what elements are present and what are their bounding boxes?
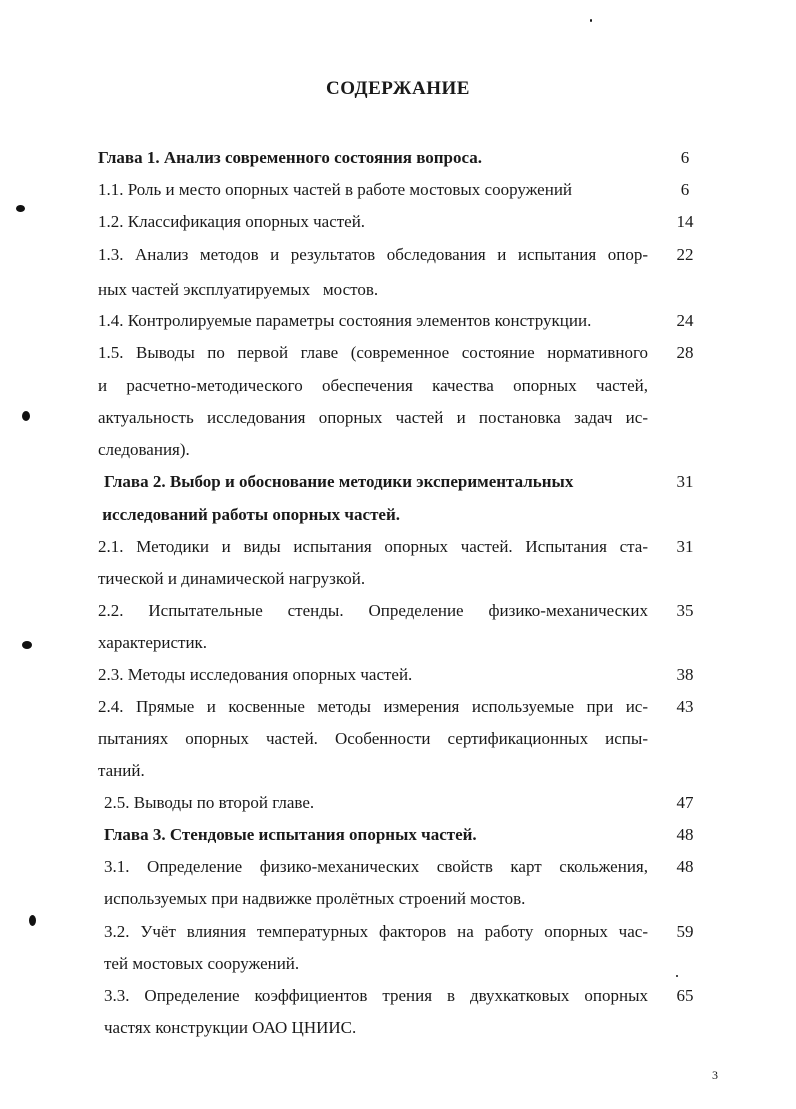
toc-section-1-5-cont: и расчетно-методического обеспечения качества опорных частей, [98, 376, 648, 395]
toc-page-number: 14 [676, 212, 694, 231]
toc-page-number: 6 [680, 180, 690, 199]
toc-section-1-1: 1.1. Роль и место опорных частей в работе мостовых сооружений [98, 180, 573, 199]
page-number: 3 [712, 1068, 718, 1082]
toc-page-number: 28 [676, 343, 694, 362]
toc-section-1-5-cont: актуальность исследования опорных частей и постановка задач ис- [98, 408, 648, 427]
toc-page-number: 24 [676, 311, 694, 330]
scan-speck [16, 205, 25, 212]
toc-page-number: 31 [676, 537, 694, 556]
toc-page-number: 48 [676, 825, 694, 844]
toc-section-1-2: 1.2. Классификация опорных частей. [98, 212, 366, 231]
toc-section-1-3-cont: ных частей эксплуатируемых мостов. [98, 280, 379, 299]
toc-section-2-2: 2.2. Испытательные стенды. Определение физико-механических [98, 601, 648, 620]
toc-section-1-5: 1.5. Выводы по первой главе (современное состояние нормативного [98, 343, 648, 362]
toc-section-1-5-cont: следования). [98, 440, 190, 459]
toc-section-2-3: 2.3. Методы исследования опорных частей. [98, 665, 413, 684]
toc-page-number: 38 [676, 665, 694, 684]
toc-section-2-4-cont: пытаниях опорных частей. Особенности сертификационных испы- [98, 729, 648, 748]
toc-page-number: 22 [676, 245, 694, 264]
scan-speck [29, 915, 36, 926]
toc-page-number: 48 [676, 857, 694, 876]
scan-speck [590, 19, 592, 22]
page-title: СОДЕРЖАНИЕ [326, 78, 470, 99]
toc-page-number: 47 [676, 793, 694, 812]
toc-section-2-1-cont: тической и динамической нагрузкой. [98, 569, 366, 588]
toc-section-3-1-cont: используемых при надвижке пролётных строений мостов. [104, 889, 526, 908]
toc-page-number: 65 [676, 986, 694, 1005]
toc-page-number: 43 [676, 697, 694, 716]
toc-section-2-1: 2.1. Методики и виды испытания опорных частей. Испытания ста- [98, 537, 648, 556]
scan-speck [676, 975, 678, 977]
toc-chapter-1-title: Глава 1. Анализ современного состояния вопроса. [98, 148, 483, 167]
toc-chapter-3-title: Глава 3. Стендовые испытания опорных частей. [104, 825, 477, 844]
scan-speck [22, 641, 32, 649]
toc-page-number: 35 [676, 601, 694, 620]
toc-section-3-2-cont: тей мостовых сооружений. [104, 954, 300, 973]
toc-section-3-3-cont: частях конструкции ОАО ЦНИИС. [104, 1018, 357, 1037]
toc-page-number: 59 [676, 922, 694, 941]
toc-section-2-5: 2.5. Выводы по второй главе. [104, 793, 315, 812]
toc-section-1-3: 1.3. Анализ методов и результатов обследования и испытания опор- [98, 245, 648, 264]
scan-speck [22, 411, 30, 421]
toc-section-3-1: 3.1. Определение физико-механических свойств карт скольжения, [104, 857, 648, 876]
toc-page-number: 6 [680, 148, 690, 167]
toc-page-number: 31 [676, 472, 694, 491]
toc-section-3-2: 3.2. Учёт влияния температурных факторов на работу опорных час- [104, 922, 648, 941]
toc-section-2-4: 2.4. Прямые и косвенные методы измерения используемые при ис- [98, 697, 648, 716]
toc-chapter-2-title-cont: исследований работы опорных частей. [98, 505, 401, 524]
toc-section-3-3: 3.3. Определение коэффициентов трения в двухкатковых опорных [104, 986, 648, 1005]
toc-section-1-4: 1.4. Контролируемые параметры состояния элементов конструкции. [98, 311, 592, 330]
toc-section-2-4-cont: таний. [98, 761, 145, 780]
toc-section-2-2-cont: характеристик. [98, 633, 208, 652]
toc-chapter-2-title: Глава 2. Выбор и обоснование методики экспериментальных [104, 472, 574, 491]
